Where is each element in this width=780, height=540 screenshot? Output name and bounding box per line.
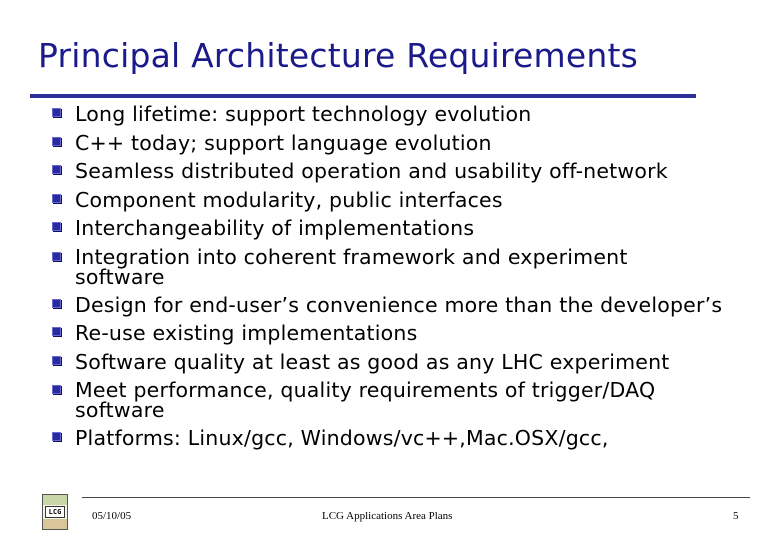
bullet-item [52,291,772,320]
slide-title: Principal Architecture Requirements [38,36,639,75]
bullet-item [52,243,635,291]
square-bullet-icon [52,252,61,261]
logo-text: LCG [45,506,65,518]
bullet-text: Design for end-user’s convenience more than the developer’s [75,292,723,317]
footer-title: LCG Applications Area Plans [322,510,453,522]
bullet-item [52,186,772,215]
title-underline [30,94,696,98]
bullet-item [52,319,772,348]
square-bullet-icon [52,356,61,365]
square-bullet-icon [52,137,61,146]
square-bullet-icon [52,385,61,394]
square-bullet-icon [52,108,61,117]
bullet-item [52,157,772,186]
square-bullet-icon [52,194,61,203]
bullet-text: Re-use existing implementations [75,321,418,345]
bullet-text: Meet performance, quality requirements of trigger/DAQ software [75,378,656,422]
bullet-text: Long lifetime: support technology evolution [75,102,532,126]
lcg-logo [42,494,68,530]
bullet-item [52,424,772,453]
square-bullet-icon [52,299,61,308]
bullet-text: C++ today; support language evolution [75,130,492,155]
page-number: 5 [733,510,739,522]
footer-divider [82,497,750,498]
bullet-text: Software quality at least as good as any LHC experiment [75,349,670,374]
square-bullet-icon [52,327,61,336]
bullet-text: Interchangeability of implementations [75,216,475,240]
square-bullet-icon [52,432,61,441]
logo-bottom-strip [43,519,67,529]
bullet-text: Platforms: Linux/gcc, Windows/vc++,Mac.OSX/gcc, [75,426,609,450]
square-bullet-icon [52,165,61,174]
bullet-item [52,129,772,158]
bullet-item [52,214,772,243]
bullet-list [52,100,772,453]
bullet-item [52,376,675,424]
bullet-text: Integration into coherent framework and experiment software [75,244,628,289]
bullet-text: Seamless distributed operation and usability off-network [75,159,668,183]
square-bullet-icon [52,222,61,231]
logo-top-strip [43,495,67,505]
bullet-item [52,348,772,377]
bullet-item [52,100,772,129]
bullet-text: Component modularity, public interfaces [75,187,503,212]
footer-date: 05/10/05 [92,510,132,522]
